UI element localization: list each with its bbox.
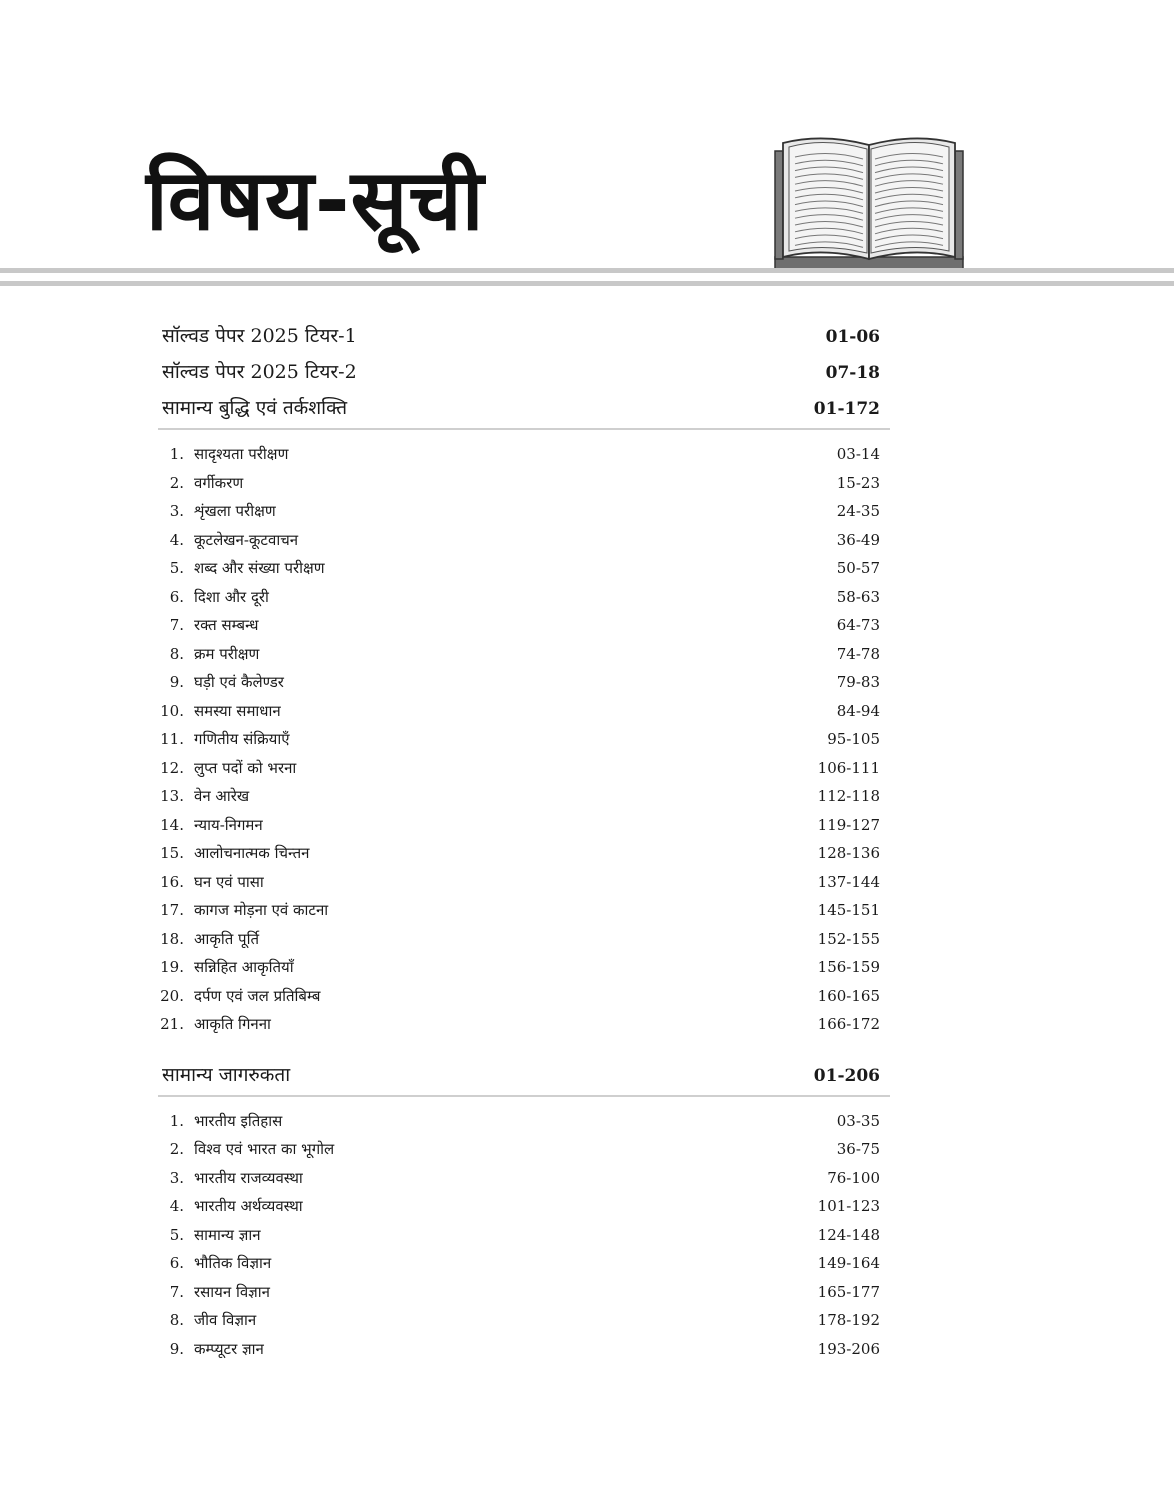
toc-item[interactable] [158, 843, 890, 872]
toc-item[interactable] [158, 786, 890, 815]
toc-item-label: आलोचनात्मक चिन्तन [194, 844, 310, 862]
toc-item-pages: 03-14 [836, 445, 880, 463]
toc-item-num: 15. [160, 844, 184, 862]
toc-item-pages: 112-118 [817, 787, 880, 805]
toc-item-num: 5. [169, 1225, 184, 1244]
toc-item[interactable] [158, 1014, 890, 1043]
toc-item-pages: 149-164 [817, 1254, 880, 1272]
toc-item-pages: 145-151 [817, 901, 880, 919]
toc-item[interactable] [158, 672, 890, 701]
toc-item[interactable] [158, 644, 890, 673]
toc-item-label: भारतीय इतिहास [194, 1111, 283, 1130]
section-pages: 07-18 [825, 363, 880, 383]
toc-item[interactable] [158, 1253, 890, 1282]
toc-item-label: भारतीय अर्थव्यवस्था [194, 1197, 303, 1215]
toc-item-label: शब्द और संख्या परीक्षण [194, 559, 325, 577]
toc-item[interactable] [158, 872, 890, 901]
toc-item-num: 7. [169, 1282, 184, 1301]
toc-item-num: 4. [169, 530, 184, 549]
open-book-icon [773, 133, 965, 273]
toc-item-label: भौतिक विज्ञान [194, 1254, 272, 1272]
toc-item-pages: 193-206 [817, 1339, 880, 1358]
toc-item-num: 7. [169, 616, 184, 634]
toc-item-label: क्रम परीक्षण [194, 644, 260, 663]
toc-item[interactable] [158, 530, 890, 559]
toc-item[interactable] [158, 1339, 890, 1368]
toc-item-num: 8. [169, 644, 184, 663]
toc-item[interactable] [158, 587, 890, 616]
toc-item-pages: 165-177 [817, 1282, 880, 1301]
toc-item-pages: 95-105 [827, 730, 880, 748]
toc-item-pages: 50-57 [836, 559, 880, 577]
toc-item-num: 2. [169, 1140, 184, 1158]
toc-item-num: 1. [169, 1111, 184, 1130]
toc-item-label: जीव विज्ञान [194, 1311, 257, 1329]
toc-section-solved-paper-tier1[interactable] [158, 322, 890, 358]
toc-item-label: रक्त सम्बन्ध [194, 616, 259, 634]
toc-item-num: 13. [160, 787, 184, 805]
toc-item[interactable] [158, 501, 890, 530]
toc-item-pages: 106-111 [817, 758, 880, 777]
toc-item[interactable] [158, 815, 890, 844]
toc-item-label: घन एवं पासा [194, 872, 264, 891]
toc-item[interactable] [158, 701, 890, 730]
toc-item-pages: 36-49 [836, 530, 880, 549]
toc-item-pages: 58-63 [836, 587, 880, 606]
toc-item-label: सामान्य ज्ञान [194, 1225, 261, 1244]
toc-item-pages: 64-73 [836, 616, 880, 634]
toc-item-label: दिशा और दूरी [194, 587, 269, 606]
toc-item[interactable] [158, 558, 890, 587]
toc-item[interactable] [158, 1282, 890, 1311]
toc-item-num: 12. [160, 758, 184, 777]
toc-item-label: कूटलेखन-कूटवाचन [194, 530, 299, 549]
toc-item-pages: 15-23 [836, 473, 880, 492]
toc-section-reasoning[interactable] [158, 394, 890, 430]
toc-item[interactable] [158, 1139, 890, 1168]
toc-item-label: आकृति गिनना [194, 1015, 271, 1033]
awareness-chapter-list [158, 1111, 890, 1368]
toc-item-pages: 156-159 [817, 958, 880, 976]
toc-item-num: 1. [169, 445, 184, 463]
toc-item-label: लुप्त पदों को भरना [194, 758, 297, 777]
header-rule-bottom [0, 281, 1174, 286]
toc-item-label: विश्व एवं भारत का भूगोल [194, 1140, 335, 1158]
toc-item-pages: 36-75 [836, 1140, 880, 1158]
toc-item-num: 18. [160, 929, 184, 948]
toc-item-num: 9. [169, 1339, 184, 1358]
toc-item-pages: 24-35 [836, 502, 880, 520]
toc-item-pages: 76-100 [827, 1168, 880, 1187]
toc-item[interactable] [158, 1111, 890, 1140]
toc-item-num: 16. [160, 872, 184, 891]
toc-item-label: गणितीय संक्रियाएँ [194, 730, 290, 748]
toc-item-pages: 152-155 [817, 929, 880, 948]
section-pages: 01-06 [825, 327, 880, 347]
toc-item-label: शृंखला परीक्षण [194, 502, 276, 520]
toc-item-pages: 124-148 [817, 1225, 880, 1244]
toc-item-pages: 74-78 [836, 644, 880, 663]
toc-item-pages: 101-123 [817, 1197, 880, 1215]
toc-item-label: वेन आरेख [194, 787, 250, 805]
toc-item-label: सन्निहित आकृतियाँ [194, 958, 294, 976]
toc-item-num: 3. [169, 1168, 184, 1187]
toc-item-num: 20. [160, 986, 184, 1005]
toc-item-pages: 03-35 [836, 1111, 880, 1130]
section-label: सामान्य जागरुकता [162, 1063, 291, 1086]
toc-item-label: न्याय-निगमन [194, 815, 263, 834]
toc-item-pages: 178-192 [817, 1311, 880, 1329]
reasoning-chapter-list [158, 444, 890, 1043]
section-pages: 01-206 [813, 1065, 880, 1086]
toc-item[interactable] [158, 900, 890, 929]
toc-item[interactable] [158, 957, 890, 986]
toc-item-num: 6. [169, 1254, 184, 1272]
toc-item-label: दर्पण एवं जल प्रतिबिम्ब [194, 986, 321, 1005]
toc-item-label: घड़ी एवं कैलेण्डर [194, 673, 284, 691]
section-label: सामान्य बुद्धि एवं तर्कशक्ति [162, 397, 348, 419]
toc-item-num: 19. [160, 958, 184, 976]
toc-item-pages: 137-144 [817, 872, 880, 891]
toc-item-num: 11. [160, 730, 184, 748]
toc-item-num: 21. [160, 1015, 184, 1033]
toc-item-label: वर्गीकरण [194, 473, 244, 492]
toc-item-label: कम्प्यूटर ज्ञान [194, 1339, 264, 1358]
toc-item-num: 5. [169, 559, 184, 577]
toc-item-label: आकृति पूर्ति [194, 929, 260, 948]
toc-item-pages: 166-172 [817, 1015, 880, 1033]
toc-item-num: 2. [169, 473, 184, 492]
toc-item[interactable] [158, 615, 890, 644]
toc-item-pages: 84-94 [836, 701, 880, 720]
toc-item-num: 6. [169, 587, 184, 606]
toc-item-label: कागज मोड़ना एवं काटना [194, 901, 329, 919]
toc-item-num: 14. [160, 815, 184, 834]
toc-item-pages: 128-136 [817, 844, 880, 862]
toc-item[interactable] [158, 1196, 890, 1225]
toc-section-awareness[interactable] [158, 1061, 890, 1097]
section-label: सॉल्वड पेपर 2025 टियर-2 [162, 361, 357, 383]
toc-item-label: सादृश्यता परीक्षण [194, 445, 289, 463]
toc-item-num: 4. [169, 1197, 184, 1215]
header-rule-top [0, 268, 1174, 273]
toc-item-num: 10. [160, 701, 184, 720]
toc-item-pages: 79-83 [836, 673, 880, 691]
toc-item[interactable] [158, 1225, 890, 1254]
toc-item[interactable] [158, 1310, 890, 1339]
toc-item-num: 17. [160, 901, 184, 919]
toc-item[interactable] [158, 758, 890, 787]
toc-item-label: भारतीय राजव्यवस्था [194, 1168, 303, 1187]
toc-item-num: 9. [169, 673, 184, 691]
toc-item-num: 8. [169, 1311, 184, 1329]
toc-item[interactable] [158, 473, 890, 502]
section-label: सॉल्वड पेपर 2025 टियर-1 [162, 325, 357, 347]
toc-item[interactable] [158, 986, 890, 1015]
toc-item-label: समस्या समाधान [194, 701, 281, 720]
toc-item[interactable] [158, 729, 890, 758]
toc-item-pages: 160-165 [817, 986, 880, 1005]
table-of-contents [158, 322, 890, 1367]
toc-item-label: रसायन विज्ञान [194, 1282, 271, 1301]
toc-item[interactable] [158, 929, 890, 958]
toc-item-num: 3. [169, 502, 184, 520]
toc-item[interactable] [158, 1168, 890, 1197]
toc-item[interactable] [158, 444, 890, 473]
toc-section-solved-paper-tier2[interactable] [158, 358, 890, 394]
toc-item-pages: 119-127 [817, 815, 880, 834]
page-title: विषय-सूची [146, 151, 485, 249]
section-pages: 01-172 [813, 399, 880, 419]
